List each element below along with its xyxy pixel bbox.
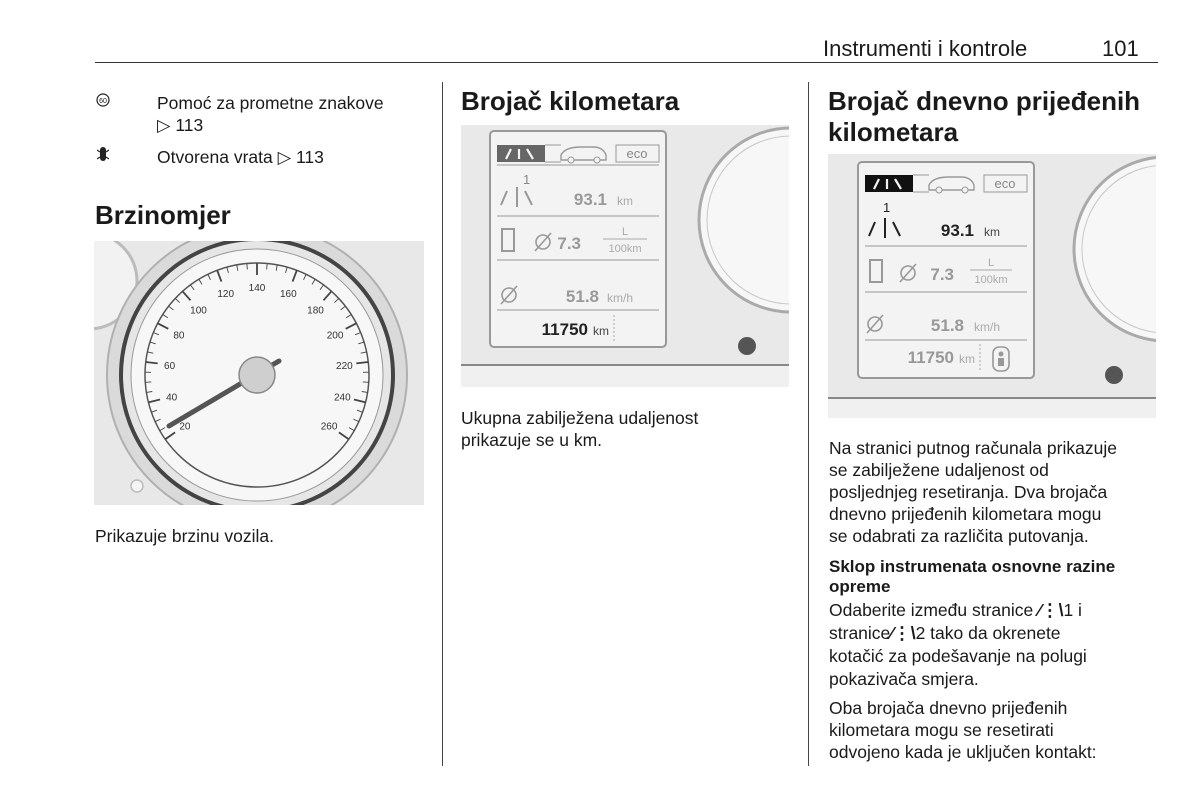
traffic-sign-icon	[96, 93, 110, 111]
p1-line-1: Na stranici putnog računala prikazuje	[829, 438, 1117, 458]
p1-line-5: se odabrati za različita putovanja.	[829, 526, 1089, 546]
p3-line-3: odvojeno kada je uključen kontakt:	[829, 742, 1097, 762]
fuel-consumption: 7.3	[557, 234, 581, 253]
fuel-unit-bottom: 100km	[974, 274, 1008, 286]
odometer-unit: km	[959, 352, 975, 366]
running-header: Instrumenti i kontrole	[823, 36, 1028, 61]
speedometer-tick	[267, 263, 268, 269]
open-door-label: Otvorena vrata	[157, 147, 273, 167]
average-speed-unit: km/h	[974, 320, 1001, 334]
odometer-body-line-1: Ukupna zabilježena udaljenost	[461, 408, 699, 428]
speedometer-tick-label: 260	[320, 421, 338, 433]
needle-hub	[239, 357, 275, 393]
p3-line-1: Oba brojača dnevno prijeđenih	[829, 698, 1068, 718]
speedometer-tick-label: 80	[173, 330, 185, 342]
trip-distance: 93.1	[940, 221, 974, 240]
svg-text:60: 60	[99, 98, 107, 105]
subheading-line-1: Sklop instrumenata osnovne razine	[829, 557, 1116, 576]
speedometer-tick-label: 100	[190, 305, 207, 317]
page-ref-arrow-icon: ▷	[277, 147, 292, 167]
column-divider-2	[808, 82, 809, 766]
traffic-sign-ref: 113	[175, 115, 204, 135]
speedometer-tick-label: 120	[217, 288, 235, 300]
p2-line-4: pokazivača smjera.	[829, 669, 979, 689]
speedometer-tick-label: 200	[326, 330, 344, 342]
trip-odometer-heading-line-1: Brojač dnevno prijeđenih	[828, 86, 1141, 116]
eco-tab-label: eco	[994, 176, 1016, 191]
trip-number: 1	[883, 200, 891, 215]
p2-line-2a: stranice	[829, 623, 891, 643]
open-door-item	[157, 146, 324, 168]
open-door-ref: 113	[295, 147, 324, 167]
speedometer-tick	[247, 263, 248, 269]
header-rule	[95, 62, 1158, 63]
fuel-consumption: 7.3	[930, 265, 954, 284]
traffic-sign-label: Pomoć za prometne znakove	[157, 93, 384, 113]
page-number: 101	[1102, 36, 1139, 61]
subheading-line-2: opreme	[829, 577, 891, 596]
fuel-unit-bottom: 100km	[608, 243, 642, 255]
odometer-body-line-2: prikazuje se u km.	[461, 430, 603, 450]
average-speed: 51.8	[930, 316, 964, 335]
speedometer-tick-label: 180	[307, 305, 324, 317]
speedometer-tick-label: 40	[166, 392, 178, 404]
p1-line-2: se zabilježene udaljenost od	[829, 460, 1049, 480]
odometer-figure	[461, 125, 789, 387]
speedometer-figure	[94, 241, 424, 505]
speedometer-tick-label: 20	[179, 421, 191, 433]
p1-line-3: posljednjeg resetiranja. Dva brojača	[829, 482, 1108, 502]
average-speed: 51.8	[565, 287, 599, 306]
p3-line-2: kilometara mogu se resetirati	[829, 720, 1054, 740]
speedometer-tick-label: 240	[333, 392, 351, 404]
odometer-unit: km	[593, 324, 609, 338]
average-speed-unit: km/h	[607, 291, 634, 305]
trip-odometer-heading	[828, 86, 1140, 148]
trip-distance-unit: km	[617, 194, 633, 208]
trip-number: 1	[523, 172, 531, 187]
trip-page-icon: ⁄⋮\	[890, 623, 916, 643]
odometer-value: 11750	[541, 320, 588, 339]
open-door-icon	[97, 146, 109, 166]
speedometer-tick-label: 220	[336, 360, 353, 372]
trip-odometer-paragraph-1	[829, 437, 1117, 547]
p2-line-1a: Odaberite između stranice	[829, 600, 1034, 620]
base-cluster-subheading	[829, 557, 1115, 597]
trip-odometer-paragraph-2	[829, 599, 1087, 691]
trip-odometer-heading-line-2: kilometara	[828, 117, 959, 147]
odometer-heading: Brojač kilometara	[461, 86, 680, 116]
odometer-body	[461, 407, 698, 451]
column-divider-1	[442, 82, 443, 766]
speedometer-caption: Prikazuje brzinu vozila.	[95, 526, 274, 546]
trip-distance-unit: km	[984, 225, 1000, 239]
p2-line-1b: 1 i	[1063, 600, 1082, 620]
fuel-unit-top: L	[987, 257, 995, 269]
trip-page-icon: ⁄⋮\	[1038, 600, 1064, 620]
p2-line-3: kotačić za podešavanje na polugi	[829, 646, 1087, 666]
trip-odometer-paragraph-3	[829, 697, 1097, 763]
p2-line-2b: 2 tako da okrenete	[915, 623, 1061, 643]
fuel-unit-top: L	[621, 226, 629, 238]
speedometer-tick-label: 160	[279, 288, 297, 300]
p1-line-4: dnevno prijeđenih kilometara mogu	[829, 504, 1102, 524]
speedometer-tick-label: 140	[248, 283, 266, 294]
odometer-value: 11750	[907, 348, 954, 367]
trip-distance: 93.1	[573, 190, 607, 209]
eco-tab-label: eco	[626, 146, 648, 161]
speedometer-tick-label: 60	[164, 360, 176, 372]
page-ref-arrow-icon: ▷	[157, 115, 171, 135]
traffic-sign-item	[157, 92, 384, 136]
speedometer-heading: Brzinomjer	[95, 200, 231, 230]
trip-odometer-figure	[828, 154, 1156, 418]
